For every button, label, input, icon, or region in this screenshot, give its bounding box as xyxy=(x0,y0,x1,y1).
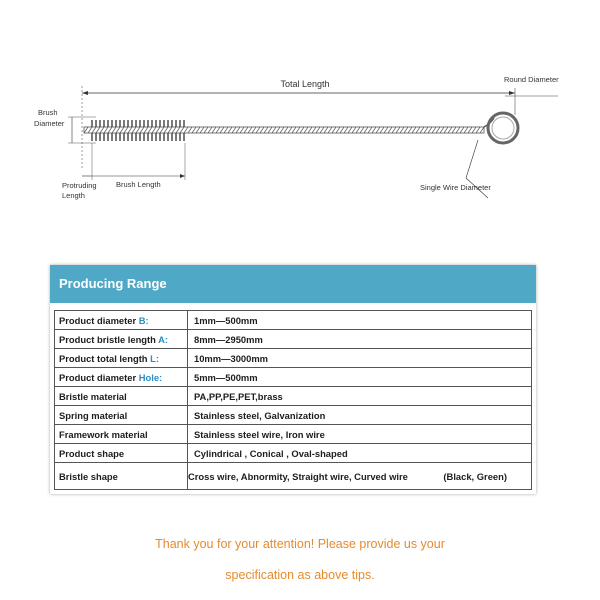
row-value: 8mm—2950mm xyxy=(188,330,532,349)
row-label: Framework material xyxy=(55,425,188,444)
row-label: Product bristle length A: xyxy=(55,330,188,349)
row-value: Stainless steel, Galvanization xyxy=(188,406,532,425)
row-label: Spring material xyxy=(55,406,188,425)
thanks-line-2: specification as above tips. xyxy=(225,568,375,582)
total-length-label: Total Length xyxy=(280,79,330,89)
single-wire-leader xyxy=(466,140,478,178)
brush-dimension-diagram xyxy=(0,0,600,240)
total-length-arrow-right xyxy=(509,91,515,95)
brush-length-arrow xyxy=(180,174,185,178)
brush-diameter-label-2: Diameter xyxy=(34,119,65,128)
bristle-shape-value: Cross wire, Abnormity, Straight wire, Curved wire xyxy=(188,470,408,482)
table-row xyxy=(55,368,532,387)
table-row xyxy=(55,349,532,368)
row-value: Stainless steel wire, Iron wire xyxy=(188,425,532,444)
twisted-wire-core xyxy=(84,127,484,133)
total-length-arrow-left xyxy=(82,91,88,95)
table-row xyxy=(55,311,532,330)
row-value: 10mm—3000mm xyxy=(188,349,532,368)
row-label: Product diameter Hole: xyxy=(55,368,188,387)
row-label: Bristle material xyxy=(55,387,188,406)
single-wire-diameter-label: Single Wire Diameter xyxy=(420,183,491,192)
table-row xyxy=(55,425,532,444)
row-value: PA,PP,PE,PET,brass xyxy=(188,387,532,406)
table-row xyxy=(55,463,532,490)
row-value: 5mm—500mm xyxy=(188,368,532,387)
producing-range-title: Producing Range xyxy=(50,265,536,306)
producing-range-panel xyxy=(50,265,536,494)
row-value: Cylindrical , Conical , Oval-shaped xyxy=(188,444,532,463)
row-value xyxy=(188,463,532,490)
row-value: 1mm—500mm xyxy=(188,311,532,330)
round-diameter-label: Round Diameter xyxy=(504,75,559,84)
row-label: Product shape xyxy=(55,444,188,463)
protruding-label-2: Length xyxy=(62,191,85,200)
table-row xyxy=(55,444,532,463)
brush-length-label: Brush Length xyxy=(116,180,161,189)
thanks-line-1: Thank you for your attention! Please provide us your xyxy=(155,537,445,551)
row-label: Product total length L: xyxy=(55,349,188,368)
spec-table xyxy=(54,310,532,490)
bristle-color-value: (Black, Green) xyxy=(443,470,507,482)
round-loop-inner xyxy=(492,117,514,139)
table-row xyxy=(55,387,532,406)
brush-diameter-label-1: Brush xyxy=(38,108,58,117)
protruding-label-1: Protruding xyxy=(62,181,97,190)
row-label: Product diameter B: xyxy=(55,311,188,330)
table-row xyxy=(55,330,532,349)
table-row xyxy=(55,406,532,425)
row-label: Bristle shape xyxy=(55,463,188,490)
